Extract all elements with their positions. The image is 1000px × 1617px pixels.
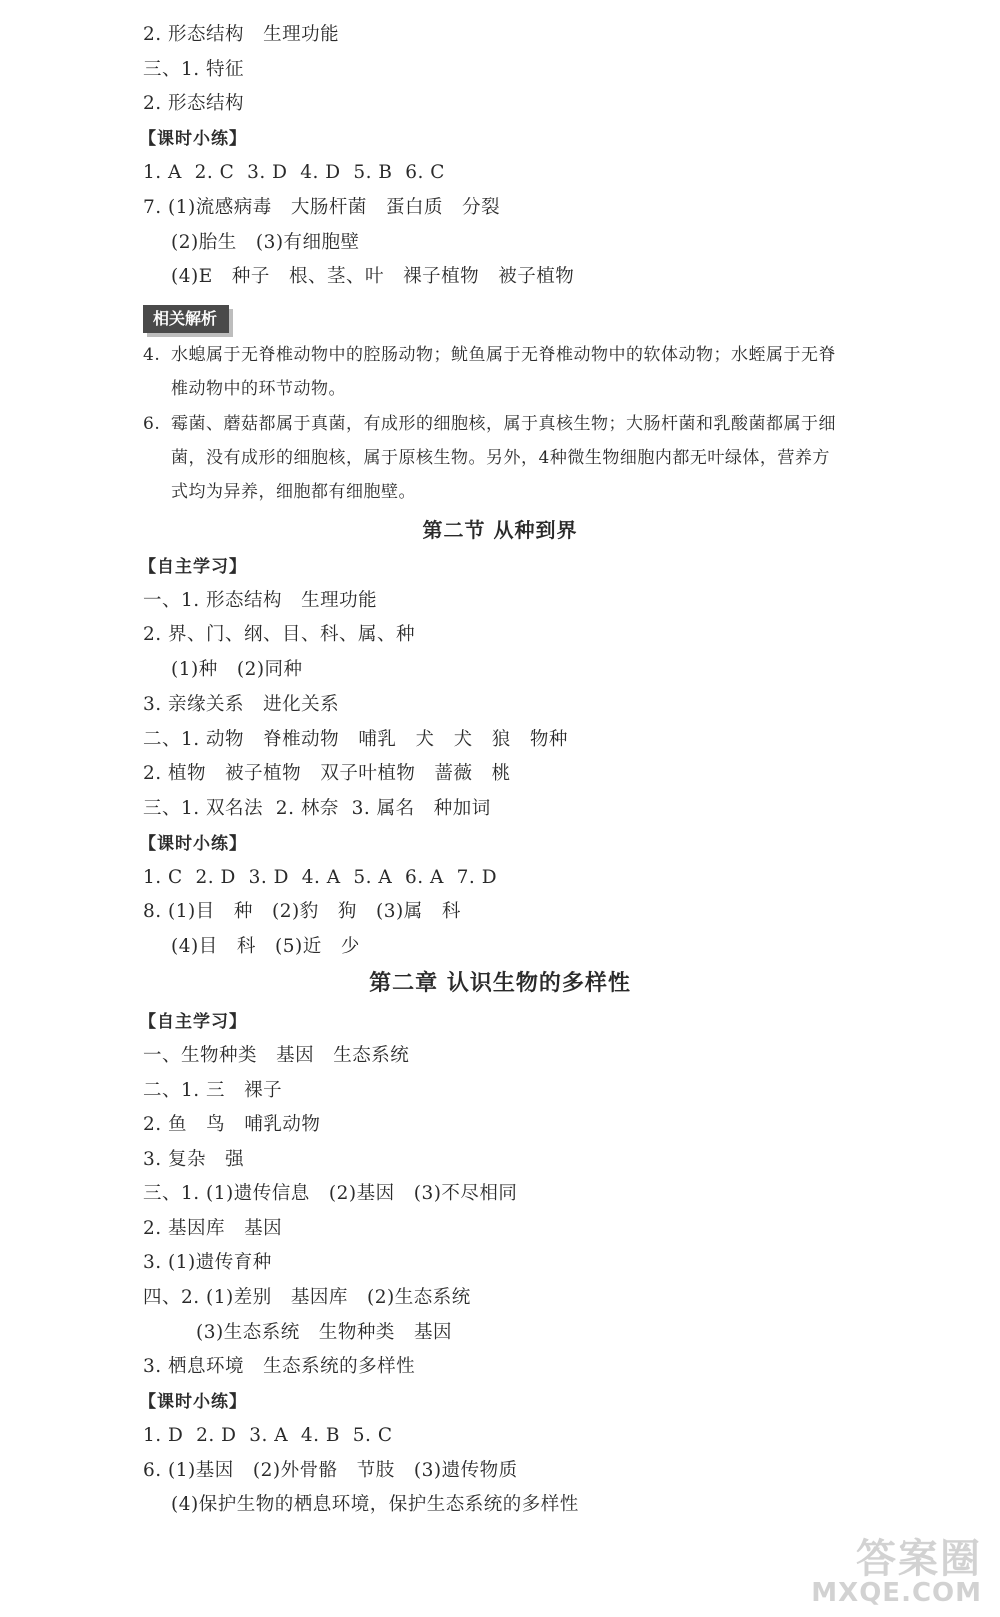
answer-line: 7. (1)流感病毒 大肠杆菌 蛋白质 分裂 xyxy=(143,197,501,218)
answer-line: 一、1. 形态结构 生理功能 xyxy=(143,590,378,611)
chapter-title: 第二章 认识生物的多样性 xyxy=(369,971,631,996)
answer-line: 3. 亲缘关系 进化关系 xyxy=(143,694,340,715)
watermark-title: 答案圈 xyxy=(856,1536,982,1582)
answer-line: 2. 植物 被子植物 双子叶植物 蔷薇 桃 xyxy=(143,763,511,784)
practice-label: 【课时小练】 xyxy=(139,129,247,149)
answer-line: 8. (1)目 种 (2)豹 狗 (3)属 科 xyxy=(143,901,461,922)
answer-line: 2. 界、门、纲、目、科、属、种 xyxy=(143,624,416,645)
answer-line: 三、1. 双名法 2. 林奈 3. 属名 种加词 xyxy=(143,798,491,819)
practice-label: 【课时小练】 xyxy=(139,1392,247,1412)
answer-line: 2. 形态结构 xyxy=(143,93,245,114)
answer-line: 3. 复杂 强 xyxy=(143,1149,245,1170)
answer-line: 1. D 2. D 3. A 4. B 5. C xyxy=(143,1425,393,1446)
answer-line: 2. 鱼 鸟 哺乳动物 xyxy=(143,1114,321,1135)
analysis-item xyxy=(143,338,843,406)
answer-line: 一、生物种类 基因 生态系统 xyxy=(143,1045,410,1066)
self-study-label: 【自主学习】 xyxy=(139,557,247,577)
answer-line: (4)保护生物的栖息环境，保护生态系统的多样性 xyxy=(171,1494,579,1515)
answer-line: 2. 基因库 基因 xyxy=(143,1218,283,1239)
answer-line: 三、1. 特征 xyxy=(143,59,245,80)
practice-label: 【课时小练】 xyxy=(139,834,247,854)
answer-line: 二、1. 动物 脊椎动物 哺乳 犬 犬 狼 物种 xyxy=(143,729,568,750)
analysis-item-number: 4. xyxy=(143,345,161,365)
answer-line: 三、1. (1)遗传信息 (2)基因 (3)不尽相同 xyxy=(143,1183,518,1204)
answer-line: 6. (1)基因 (2)外骨骼 节肢 (3)遗传物质 xyxy=(143,1460,518,1481)
answer-line: (2)胎生 (3)有细胞壁 xyxy=(171,232,360,253)
answer-line: (4)E 种子 根、茎、叶 裸子植物 被子植物 xyxy=(171,266,575,287)
answer-line: (1)种 (2)同种 xyxy=(171,659,303,680)
analysis-item-text: 水螅属于无脊椎动物中的腔肠动物；鱿鱼属于无脊椎动物中的软体动物；水蛭属于无脊椎动物中的环节动物。 xyxy=(171,345,836,399)
analysis-tag: 相关解析 xyxy=(143,305,229,333)
analysis-item-number: 6. xyxy=(143,414,161,434)
analysis-item-text: 霉菌、蘑菇都属于真菌，有成形的细胞核，属于真核生物；大肠杆菌和乳酸菌都属于细菌，没有成形的细胞核，属于原核生物。另外，4种微生物细胞内都无叶绿体，营养方式均为异养，细胞都有细胞壁。 xyxy=(171,414,836,502)
answer-line: 二、1. 三 裸子 xyxy=(143,1080,283,1101)
section-title: 第二节 从种到界 xyxy=(422,518,578,542)
analysis-item xyxy=(143,407,843,509)
answer-line: (4)目 科 (5)近 少 xyxy=(171,936,360,957)
watermark-logo xyxy=(811,1536,982,1608)
self-study-label: 【自主学习】 xyxy=(139,1012,247,1032)
watermark-url: MXQE.COM xyxy=(811,1578,982,1608)
answer-line: 四、2. (1)差别 基因库 (2)生态系统 xyxy=(143,1287,471,1308)
answer-line: (3)生态系统 生物种类 基因 xyxy=(196,1322,452,1343)
answer-line: 1. C 2. D 3. D 4. A 5. A 6. A 7. D xyxy=(143,867,498,888)
answer-line: 3. 栖息环境 生态系统的多样性 xyxy=(143,1356,416,1377)
answer-line: 3. (1)遗传育种 xyxy=(143,1252,272,1273)
answer-line: 2. 形态结构 生理功能 xyxy=(143,24,340,45)
answer-line: 1. A 2. C 3. D 4. D 5. B 6. C xyxy=(143,162,445,183)
